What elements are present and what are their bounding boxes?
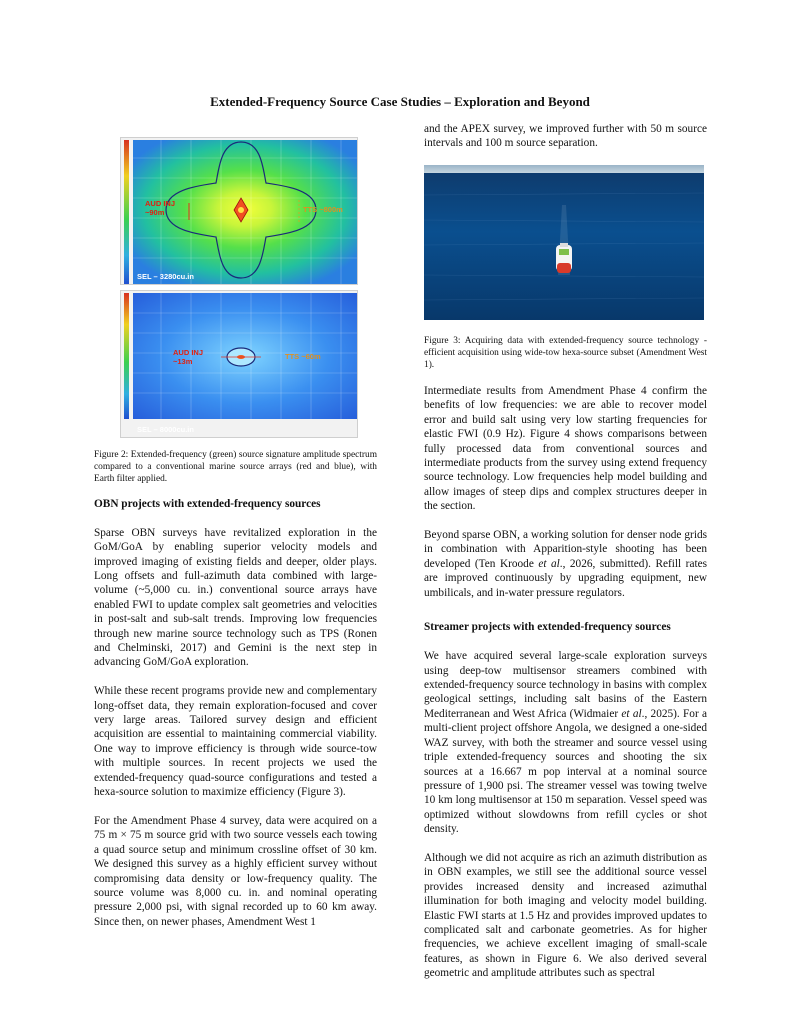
top-panel-tts-label: TTS ~800m: [303, 205, 343, 214]
figure-2-caption: Figure 2: Extended-frequency (green) source signature amplitude spectrum compared to a conventional marine source arrays (red and blue), with Earth filter applied.: [94, 450, 377, 484]
left-column: [94, 497, 377, 929]
left-paragraph-2: While these recent programs provide new and complementary long-offset data, they remain exploration-focused and cover very large areas. Tailored survey design and efficient acquisition are essential to maintaining commercial viability. One way to improve efficiency is through wide source-tow with multiple sources. In recent projects we used the extended-frequency quad-source configurations and tested a hexa-source solution to maximize efficiency (Figure 3).: [94, 685, 377, 799]
right-paragraph-1: Intermediate results from Amendment Phase 4 confirm the benefits of low frequencies: we are able to recover model error and build salt using very low starting frequencies for elastic FWI (0.9 Hz). Figure 4 shows comparisons between fully processed data from conventional sources and intermediate products from the survey using extend frequency source technology. Low frequencies help model building and allow images of steep dips and complex structures deeper in the section.: [424, 385, 707, 513]
bottom-panel-aud-label: AUD INJ ~13m: [173, 348, 204, 366]
figure-3-photo: [424, 165, 704, 320]
right-paragraph-3-end: ., 2025). For a multi-client project offshore Angola, we designed a one-sided WAZ survey, with both the streamer and source vessel using triple extended-frequency sources and shooting the six sources at a 16.667 m pop interval at a nominal source pressure of 1,900 psi. The streamer vessel was towing twelve 10 km long multisensor at 150 m separation. Vessel speed was optimized without slowdowns from refill cycles or shot density.: [424, 707, 708, 836]
right-paragraph-4: Although we did not acquire as rich an azimuth distribution as in OBN examples, we still see the additional source vessel provides increased density and increased azimuthal illumination for both imaging and velocity model building. Elastic FWI starts at 1.5 Hz and provides improved updates to complicated salt and carbonate geometries. As for higher frequencies, we achieve excellent imaging of small-scale features, as shown in Figure 6. We also derived several geometric and amplitude attributes such as spectral: [424, 851, 707, 980]
right-column: [424, 384, 707, 981]
right-paragraph-2: [424, 528, 707, 600]
right-paragraph-3: [424, 649, 707, 836]
paper-title: Extended-Frequency Source Case Studies – Exploration and Beyond: [210, 94, 590, 109]
top-panel-sel-label: SEL – 3280cu.in: [137, 272, 194, 281]
left-paragraph-1: Sparse OBN surveys have revitalized exploration in the GoM/GoA by enabling superior velocity models and improved imaging of existing fields and deeper, older plays. Long offsets and full-azimuth data combined with large-volume (~5,000 cu. in.) conventional source arrays have enabled FWI to update complex salt geometries and velocities in post-salt and sub-salt trends. Improving low frequencies through new marine source technology such as TPS (Ronen and Chelminski, 2017) and Gemini is the next step in advancing GoM/GoA exploration.: [94, 526, 377, 669]
figure-2: [120, 137, 358, 438]
vessel-sea-image: [424, 165, 704, 320]
bottom-panel-sel-label: SEL – 8000cu.in: [137, 425, 194, 434]
section-heading-streamer: Streamer projects with extended-frequency sources: [424, 621, 671, 634]
section-heading-obn: OBN projects with extended-frequency sources: [94, 498, 321, 510]
figure-2-top-panel: [120, 137, 358, 285]
vessel-icon: [556, 243, 572, 273]
figure-2-bottom-panel: [120, 290, 358, 438]
right-column-top: [424, 122, 707, 151]
right-paragraph-0: and the APEX survey, we improved further with 50 m source intervals and 100 m source separation.: [424, 123, 707, 150]
figure-3-caption: Figure 3: Acquiring data with extended-frequency source technology - efficient acquisition using wide-tow hexa-source subset (Amendment West 1).: [424, 336, 707, 370]
top-panel-aud-label: AUD INJ ~90m: [145, 199, 176, 217]
left-paragraph-3: For the Amendment Phase 4 survey, data were acquired on a 75 m × 75 m source grid with two source vessels each towing a quad source setup and minimum crossline offset of 30 km. We designed this survey as a highly efficient survey without compromising data density or low-frequency quality. The source volume was 8,000 cu. in. and nominal operating pressure 2,000 psi, with signal recorded up to 60 km away. Since then, on newer phases, Amendment West 1: [94, 814, 377, 928]
bottom-panel-heatmap: [121, 291, 358, 421]
bottom-panel-tts-label: TTS ~60m: [285, 352, 321, 361]
citation-et-al-2: et al: [621, 707, 642, 720]
right-paragraph-2-end: ., 2026, submitted). Refill rates are improved continuously by upgrading equipment, new umbilicals, and in-water pressure regulators.: [424, 557, 708, 599]
right-paragraph-2-start: Beyond sparse OBN, a working solution for denser node grids in combination with Apparition-style shooting has been developed (Ten Kroode: [424, 529, 707, 570]
citation-et-al: et al: [538, 557, 560, 570]
right-paragraph-3-start: We have acquired several large-scale exploration surveys using deep-tow multisensor streamers combined with extended-frequency source technology in basins with complex geological settings, including salt basins of the Eastern Mediterranean and West Africa (Widmaier: [424, 650, 707, 720]
